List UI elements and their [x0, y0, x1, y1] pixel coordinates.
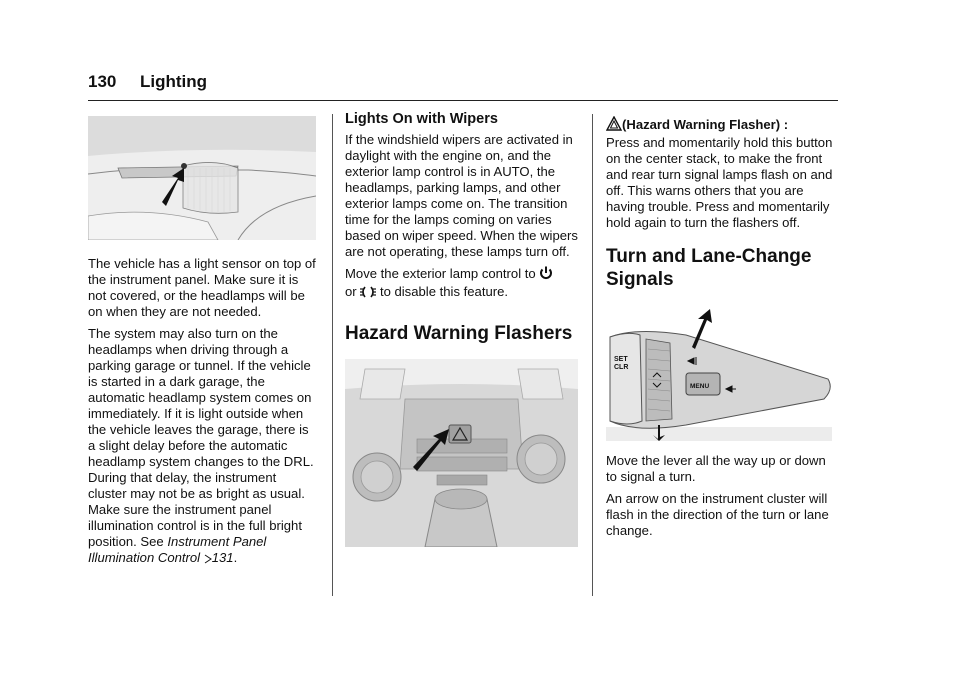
menu-label: MENU [690, 383, 710, 390]
light-sensor-figure [88, 116, 316, 240]
wipers-heading: Lights On with Wipers [345, 111, 498, 127]
hazard-button-figure [345, 359, 578, 547]
turn-signal-heading: Turn and Lane-Change Signals [606, 246, 812, 290]
garage-paragraph: The system may also turn on the headlamps when driving through a parking garage or tunnel. If the vehicle is started in a dark garage, the automatic headlamp system comes on immediately. If it is light outside when the vehicle leaves the garage, there is a slight delay before the automatic headlamp system changes to the DRL. During that delay, the instrument cluster may not be as bright as usual. Make sure the instrument panel illumination control is in the full bright position. See Instrument Panel Illumination Control 131. [88, 326, 318, 568]
hazard-paragraph: (Hazard Warning Flasher) : Press and momentarily hold this button on the center stack, to make the front and rear turn signal lamps flash on and off. This warns others that you are having trouble. Press and momentarily hold again to turn the flashers off. [606, 117, 833, 230]
hazard-triangle-icon [606, 116, 622, 135]
parking-lamp-icon [360, 286, 376, 302]
turn-signal-lever-figure [606, 309, 832, 441]
section-title: Lighting [140, 72, 208, 91]
set-label: SET [614, 356, 628, 363]
column-3 [606, 110, 836, 545]
page-header [88, 70, 838, 101]
reference-page-number[interactable]: 131 [211, 550, 234, 565]
disable-paragraph: Move the exterior lamp control to or to disable this feature. [345, 266, 578, 302]
page-number: 130 [88, 72, 117, 91]
column-1 [88, 110, 318, 574]
column-divider-1 [332, 114, 333, 596]
turn-paragraph-1: Move the lever all the way up or down to signal a turn. [606, 453, 826, 484]
column-2 [345, 110, 578, 547]
hazard-heading: Hazard Warning Flashers [345, 323, 573, 344]
clr-label: CLR [614, 364, 629, 371]
power-off-icon [539, 266, 553, 284]
column-divider-2 [592, 114, 593, 596]
page-reference-icon [204, 552, 212, 568]
turn-paragraph-2: An arrow on the instrument cluster will flash in the direction of the turn or lane change. [606, 491, 829, 538]
instrument-panel-link[interactable]: Instrument Panel Illumination Control [88, 534, 267, 565]
light-sensor-paragraph: The vehicle has a light sensor on top of the instrument panel. Make sure it is not covered, or the headlamps will be on when they are not needed. [88, 256, 316, 319]
wipers-paragraph: If the windshield wipers are activated in daylight with the engine on, and the exterior lamp control is in AUTO, the headlamps, parking lamps, and other exterior lamps come on. The transition time for the lamps coming on varies based on wiper speed. When the wipers are not operating, these lamps turn off. [345, 132, 578, 259]
hazard-label: (Hazard Warning Flasher) : [622, 117, 789, 132]
